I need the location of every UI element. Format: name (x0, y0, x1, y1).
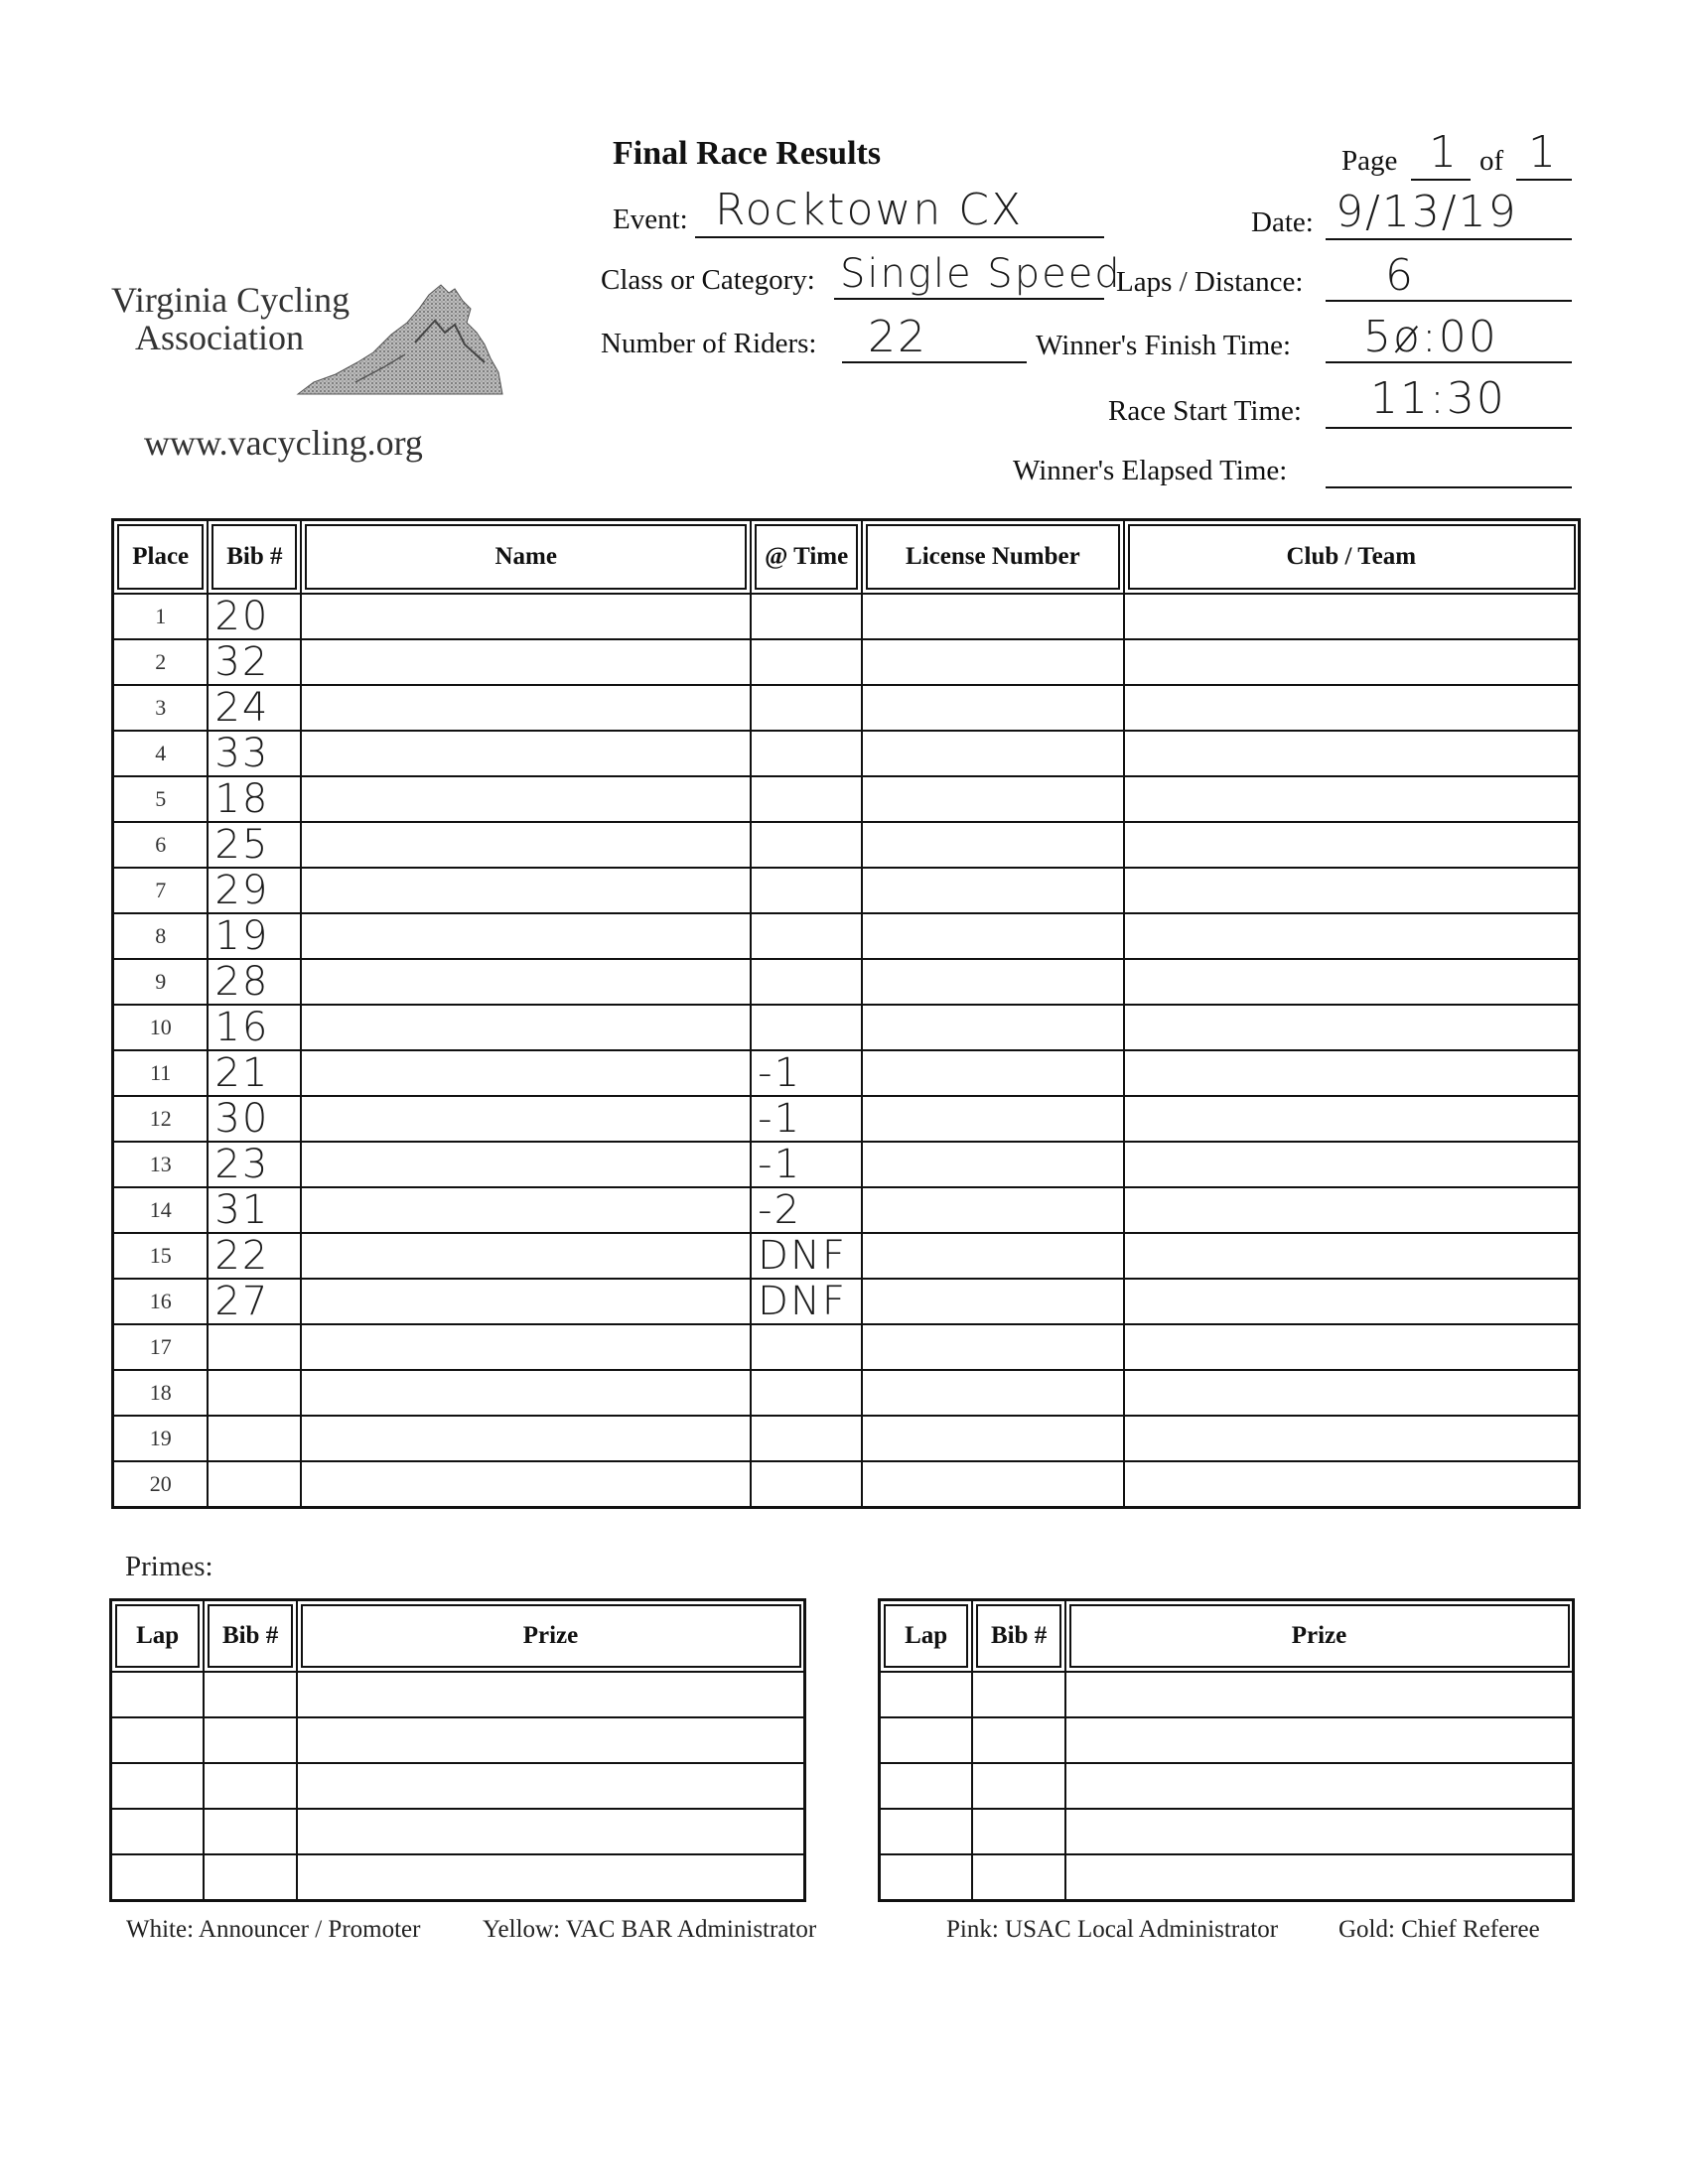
name-cell[interactable] (301, 1096, 751, 1142)
club-cell[interactable] (1124, 1142, 1580, 1187)
table-row (113, 1050, 1580, 1096)
table-row (113, 594, 1580, 639)
col-header-bib: Bib # (204, 1600, 297, 1673)
club-cell[interactable] (1124, 1187, 1580, 1233)
primes-row (111, 1672, 805, 1717)
club-cell[interactable] (1124, 731, 1580, 776)
bib-cell[interactable]: 20 (208, 594, 301, 639)
name-cell[interactable] (301, 1187, 751, 1233)
time-cell[interactable] (751, 959, 862, 1005)
laps-label: Laps / Distance: (1116, 266, 1304, 298)
table-row (113, 1279, 1580, 1324)
date-value: 9/13/19 (1336, 187, 1518, 237)
name-cell[interactable] (301, 822, 751, 868)
bib-cell[interactable] (204, 1672, 297, 1717)
table-row (113, 1233, 1580, 1279)
finish-label: Winner's Finish Time: (1036, 330, 1292, 361)
name-cell[interactable] (301, 1461, 751, 1508)
primes-header-row (880, 1600, 1574, 1673)
lap-cell[interactable] (880, 1672, 973, 1717)
name-cell[interactable] (301, 1324, 751, 1370)
bib-cell[interactable] (972, 1809, 1065, 1854)
bib-cell[interactable]: 28 (208, 959, 301, 1005)
laps-field[interactable] (1326, 250, 1572, 302)
name-cell[interactable] (301, 731, 751, 776)
license-cell[interactable] (862, 1416, 1124, 1461)
col-header-prize: Prize (1065, 1600, 1574, 1673)
of-field[interactable] (1516, 127, 1572, 181)
place-cell: 13 (113, 1142, 209, 1187)
club-cell[interactable] (1124, 1279, 1580, 1324)
license-cell[interactable] (862, 1187, 1124, 1233)
name-cell[interactable] (301, 776, 751, 822)
place-cell: 20 (113, 1461, 209, 1508)
bib-cell[interactable] (972, 1854, 1065, 1901)
results-header-row (113, 520, 1580, 595)
time-cell[interactable]: -1 (751, 1096, 862, 1142)
col-header-bib: Bib # (208, 520, 301, 595)
time-cell[interactable] (751, 685, 862, 731)
license-cell[interactable] (862, 1233, 1124, 1279)
event-label: Event: (613, 204, 688, 235)
table-row (113, 868, 1580, 913)
club-cell[interactable] (1124, 639, 1580, 685)
club-cell[interactable] (1124, 685, 1580, 731)
license-cell[interactable] (862, 1050, 1124, 1096)
place-cell: 8 (113, 913, 209, 959)
vca-logo-line1: Virginia Cycling (111, 280, 351, 320)
place-cell: 7 (113, 868, 209, 913)
copy-pink-note: Pink: USAC Local Administrator (946, 1916, 1279, 1943)
copy-gold-note: Gold: Chief Referee (1338, 1916, 1540, 1943)
primes-row (111, 1854, 805, 1901)
place-cell: 15 (113, 1233, 209, 1279)
table-row (113, 1142, 1580, 1187)
name-cell[interactable] (301, 1279, 751, 1324)
club-cell[interactable] (1124, 913, 1580, 959)
bib-cell[interactable]: 29 (208, 868, 301, 913)
club-cell[interactable] (1124, 1324, 1580, 1370)
vca-logo-line2: Association (135, 318, 304, 357)
bib-cell[interactable] (204, 1763, 297, 1809)
place-cell: 3 (113, 685, 209, 731)
time-cell[interactable] (751, 1461, 862, 1508)
table-row (113, 1324, 1580, 1370)
col-header-name: Name (301, 520, 751, 595)
prize-cell[interactable] (1065, 1672, 1574, 1717)
table-row (113, 822, 1580, 868)
table-row (113, 1416, 1580, 1461)
club-cell[interactable] (1124, 822, 1580, 868)
date-label: Date: (1251, 206, 1314, 238)
time-cell[interactable]: -1 (751, 1050, 862, 1096)
name-cell[interactable] (301, 685, 751, 731)
bib-cell[interactable] (208, 1461, 301, 1508)
prize-cell[interactable] (297, 1809, 805, 1854)
club-cell[interactable] (1124, 594, 1580, 639)
license-cell[interactable] (862, 1279, 1124, 1324)
time-cell[interactable]: -2 (751, 1187, 862, 1233)
place-cell: 6 (113, 822, 209, 868)
club-cell[interactable] (1124, 1005, 1580, 1050)
club-cell[interactable] (1124, 1461, 1580, 1508)
name-cell[interactable] (301, 913, 751, 959)
table-row (113, 685, 1580, 731)
riders-value: 22 (868, 312, 927, 362)
club-cell[interactable] (1124, 1050, 1580, 1096)
club-cell[interactable] (1124, 776, 1580, 822)
event-value: Rocktown CX (715, 185, 1024, 235)
primes-row (111, 1763, 805, 1809)
col-header-club: Club / Team (1124, 520, 1580, 595)
lap-cell[interactable] (111, 1854, 205, 1901)
primes-header-row (111, 1600, 805, 1673)
lap-cell[interactable] (111, 1672, 205, 1717)
lap-cell[interactable] (111, 1717, 205, 1763)
club-cell[interactable] (1124, 1370, 1580, 1416)
prize-cell[interactable] (1065, 1763, 1574, 1809)
prize-cell[interactable] (297, 1763, 805, 1809)
prize-cell[interactable] (1065, 1717, 1574, 1763)
license-cell[interactable] (862, 1324, 1124, 1370)
prize-cell[interactable] (297, 1672, 805, 1717)
place-cell: 17 (113, 1324, 209, 1370)
start-label: Race Start Time: (1108, 395, 1302, 427)
time-cell[interactable] (751, 1370, 862, 1416)
lap-cell[interactable] (880, 1717, 973, 1763)
primes-table-right (878, 1598, 1575, 1902)
bib-cell[interactable] (204, 1809, 297, 1854)
name-cell[interactable] (301, 868, 751, 913)
license-cell[interactable] (862, 639, 1124, 685)
copy-white-note: White: Announcer / Promoter (126, 1916, 421, 1943)
table-row (113, 1005, 1580, 1050)
club-cell[interactable] (1124, 1096, 1580, 1142)
place-cell: 2 (113, 639, 209, 685)
lap-cell[interactable] (880, 1809, 973, 1854)
bib-cell[interactable] (208, 1370, 301, 1416)
license-cell[interactable] (862, 685, 1124, 731)
table-row (113, 1187, 1580, 1233)
lap-cell[interactable] (880, 1854, 973, 1901)
name-cell[interactable] (301, 1142, 751, 1187)
vca-website-link[interactable]: www.vacycling.org (144, 423, 423, 463)
table-row (113, 1370, 1580, 1416)
lap-cell[interactable] (111, 1809, 205, 1854)
bib-cell[interactable]: 18 (208, 776, 301, 822)
prize-cell[interactable] (297, 1717, 805, 1763)
bib-cell[interactable]: 31 (208, 1187, 301, 1233)
bib-cell[interactable]: 30 (208, 1096, 301, 1142)
place-cell: 9 (113, 959, 209, 1005)
time-cell[interactable] (751, 822, 862, 868)
table-row (113, 639, 1580, 685)
table-row (113, 959, 1580, 1005)
time-cell[interactable] (751, 776, 862, 822)
bib-cell[interactable] (208, 1324, 301, 1370)
club-cell[interactable] (1124, 959, 1580, 1005)
class-label: Class or Category: (601, 264, 815, 296)
bib-cell[interactable]: 24 (208, 685, 301, 731)
license-cell[interactable] (862, 913, 1124, 959)
class-value: Single Speed (840, 251, 1122, 297)
bib-cell[interactable]: 21 (208, 1050, 301, 1096)
time-cell[interactable] (751, 594, 862, 639)
time-cell[interactable] (751, 1005, 862, 1050)
prize-cell[interactable] (1065, 1854, 1574, 1901)
prize-cell[interactable] (297, 1854, 805, 1901)
place-cell: 14 (113, 1187, 209, 1233)
place-cell: 19 (113, 1416, 209, 1461)
bib-cell[interactable] (208, 1416, 301, 1461)
time-cell[interactable] (751, 731, 862, 776)
table-row (113, 776, 1580, 822)
laps-value: 6 (1385, 250, 1415, 301)
elapsed-label: Winner's Elapsed Time: (1013, 455, 1288, 486)
start-value: 11:30 (1370, 373, 1506, 424)
col-header-time: @ Time (751, 520, 862, 595)
table-row (113, 913, 1580, 959)
club-cell[interactable] (1124, 868, 1580, 913)
table-row (113, 1461, 1580, 1508)
primes-row (880, 1809, 1574, 1854)
date-field[interactable] (1326, 189, 1572, 240)
col-header-lap: Lap (880, 1600, 973, 1673)
col-header-lap: Lap (111, 1600, 205, 1673)
time-cell[interactable] (751, 1324, 862, 1370)
bib-cell[interactable] (972, 1763, 1065, 1809)
prize-cell[interactable] (1065, 1809, 1574, 1854)
license-cell[interactable] (862, 1005, 1124, 1050)
table-row (113, 1096, 1580, 1142)
license-cell[interactable] (862, 1096, 1124, 1142)
bib-cell[interactable]: 25 (208, 822, 301, 868)
primes-row (111, 1717, 805, 1763)
class-field[interactable] (834, 250, 1122, 300)
name-cell[interactable] (301, 1416, 751, 1461)
name-cell[interactable] (301, 1233, 751, 1279)
virginia-map-icon (296, 283, 504, 397)
start-field[interactable] (1326, 373, 1572, 429)
club-cell[interactable] (1124, 1416, 1580, 1461)
bib-cell[interactable] (972, 1717, 1065, 1763)
col-header-place: Place (113, 520, 209, 595)
bib-cell[interactable] (972, 1672, 1065, 1717)
page-value: 1 (1429, 127, 1459, 178)
results-table (111, 518, 1581, 1509)
place-cell: 5 (113, 776, 209, 822)
license-cell[interactable] (862, 868, 1124, 913)
bib-cell[interactable]: 32 (208, 639, 301, 685)
bib-cell[interactable]: 23 (208, 1142, 301, 1187)
table-row (113, 731, 1580, 776)
name-cell[interactable] (301, 594, 751, 639)
name-cell[interactable] (301, 959, 751, 1005)
riders-label: Number of Riders: (601, 328, 817, 359)
finish-field[interactable] (1326, 314, 1572, 363)
primes-table-left (109, 1598, 806, 1902)
name-cell[interactable] (301, 1050, 751, 1096)
time-cell[interactable] (751, 1416, 862, 1461)
page-field[interactable] (1411, 127, 1471, 181)
of-label: of (1479, 145, 1504, 177)
place-cell: 11 (113, 1050, 209, 1096)
lap-cell[interactable] (111, 1763, 205, 1809)
finish-value: 5ø:00 (1363, 312, 1498, 362)
riders-field[interactable] (842, 314, 1027, 363)
bib-cell[interactable]: 33 (208, 731, 301, 776)
bib-cell[interactable]: 16 (208, 1005, 301, 1050)
license-cell[interactable] (862, 1142, 1124, 1187)
page-title: Final Race Results (613, 135, 882, 172)
primes-row (880, 1854, 1574, 1901)
license-cell[interactable] (862, 776, 1124, 822)
primes-row (111, 1809, 805, 1854)
bib-cell[interactable] (204, 1717, 297, 1763)
col-header-license: License Number (862, 520, 1124, 595)
col-header-prize: Prize (297, 1600, 805, 1673)
place-cell: 18 (113, 1370, 209, 1416)
col-header-bib: Bib # (972, 1600, 1065, 1673)
time-cell[interactable]: DNF (751, 1233, 862, 1279)
primes-row (880, 1672, 1574, 1717)
name-cell[interactable] (301, 1005, 751, 1050)
license-cell[interactable] (862, 1461, 1124, 1508)
place-cell: 10 (113, 1005, 209, 1050)
license-cell[interactable] (862, 1370, 1124, 1416)
primes-row (880, 1717, 1574, 1763)
time-cell[interactable] (751, 639, 862, 685)
event-field[interactable] (695, 185, 1104, 238)
time-cell[interactable]: DNF (751, 1279, 862, 1324)
time-cell[interactable]: -1 (751, 1142, 862, 1187)
bib-cell[interactable]: 19 (208, 913, 301, 959)
place-cell: 4 (113, 731, 209, 776)
license-cell[interactable] (862, 594, 1124, 639)
license-cell[interactable] (862, 731, 1124, 776)
place-cell: 16 (113, 1279, 209, 1324)
time-cell[interactable] (751, 913, 862, 959)
primes-row (880, 1763, 1574, 1809)
of-value: 1 (1528, 127, 1558, 178)
license-cell[interactable] (862, 822, 1124, 868)
copy-yellow-note: Yellow: VAC BAR Administrator (483, 1916, 817, 1943)
primes-label: Primes: (125, 1551, 213, 1582)
name-cell[interactable] (301, 639, 751, 685)
place-cell: 1 (113, 594, 209, 639)
lap-cell[interactable] (880, 1763, 973, 1809)
time-cell[interactable] (751, 868, 862, 913)
bib-cell[interactable] (204, 1854, 297, 1901)
name-cell[interactable] (301, 1370, 751, 1416)
license-cell[interactable] (862, 959, 1124, 1005)
page-label: Page (1341, 145, 1398, 177)
bib-cell[interactable]: 27 (208, 1279, 301, 1324)
bib-cell[interactable]: 22 (208, 1233, 301, 1279)
club-cell[interactable] (1124, 1233, 1580, 1279)
place-cell: 12 (113, 1096, 209, 1142)
elapsed-field[interactable] (1326, 447, 1572, 488)
